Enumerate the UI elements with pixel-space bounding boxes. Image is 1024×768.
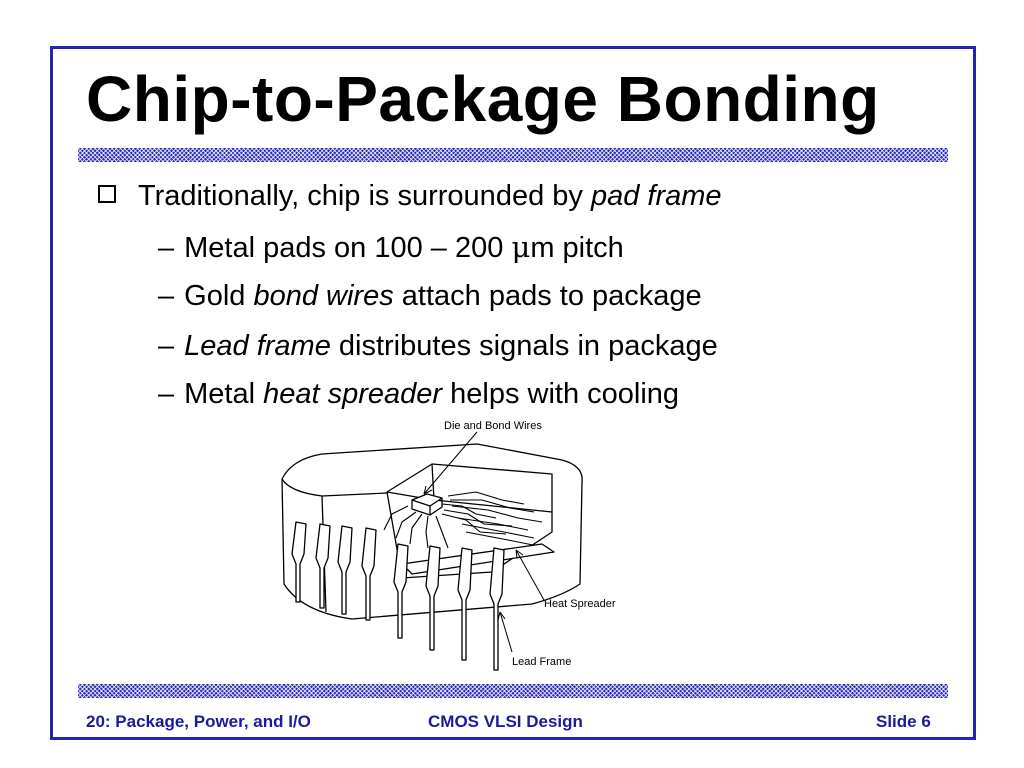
subbullet-1	[158, 230, 624, 265]
subbullet-text-post: helps with cooling	[442, 378, 680, 410]
package-illustration	[262, 414, 642, 674]
subbullet-text-post: distributes signals in package	[330, 330, 718, 362]
bullet-main	[98, 180, 722, 213]
subbullet-text: Metal	[184, 378, 264, 410]
subbullet-italic: bond wires	[253, 280, 394, 312]
label-die-bond-wires: Die and Bond Wires	[444, 420, 542, 432]
mu-symbol: μ	[511, 230, 531, 264]
subbullet-text-post: attach pads to package	[393, 280, 702, 312]
checkbox-bullet-icon	[98, 185, 116, 203]
title-divider	[78, 148, 948, 162]
footer-slide-number: Slide 6	[876, 712, 931, 731]
bullet-italic: pad frame	[590, 180, 722, 212]
subbullet-3	[158, 330, 718, 363]
label-heat-spreader: Heat Spreader	[544, 598, 616, 610]
bullet-text: Traditionally, chip is surrounded by	[138, 180, 591, 212]
slide-title: Chip-to-Package Bonding	[86, 63, 880, 135]
subbullet-italic: heat spreader	[263, 378, 443, 410]
dash-icon: –	[158, 330, 175, 362]
dash-icon: –	[158, 232, 175, 264]
subbullet-text: Metal pads on 100 – 200	[184, 232, 512, 264]
subbullet-4	[158, 378, 679, 411]
dash-icon: –	[158, 378, 175, 410]
subbullet-2	[158, 280, 702, 313]
footer-left: 20: Package, Power, and I/O	[86, 712, 311, 731]
footer-center: CMOS VLSI Design	[428, 712, 583, 731]
subbullet-text-post: m pitch	[530, 232, 624, 264]
label-lead-frame: Lead Frame	[512, 656, 572, 668]
subbullet-text: Gold	[184, 280, 254, 312]
dash-icon: –	[158, 280, 175, 312]
subbullet-italic: Lead frame	[184, 330, 331, 362]
footer-divider	[78, 684, 948, 698]
